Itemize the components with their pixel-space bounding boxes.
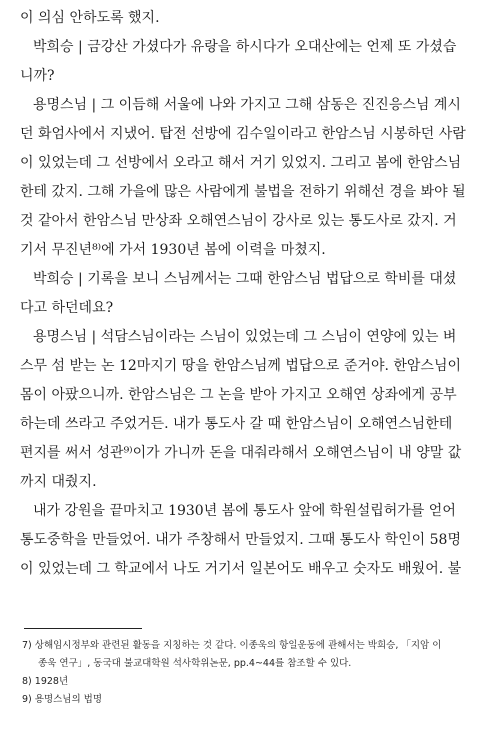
body-line: 용명스님 | 그 이듬해 서울에 나와 가지고 그해 삼동은 진진응스님 계시 bbox=[33, 97, 461, 113]
body-line: 내가 강원을 끝마치고 1930년 봄에 통도사 앞에 학원설립허가를 얻어 bbox=[33, 503, 456, 519]
body-line: 박희승 | 기록을 보니 스님께서는 그때 한암스님 법답으로 학비를 대셨 bbox=[33, 271, 457, 287]
body-line: 편지를 써서 성관⁹⁾이가 가니까 돈을 대줘라해서 오해연스님이 내 양말 값 bbox=[20, 445, 462, 461]
body-line: 한테 갔지. 그해 가을에 많은 사람에게 불법을 전하기 위해선 경을 봐야 될 bbox=[20, 184, 466, 200]
body-line: 박희승 | 금강산 가셨다가 유랑을 하시다가 오대산에는 언제 또 가셨습 bbox=[33, 39, 457, 55]
body-line: 용명스님 | 석담스님이라는 스님이 있었는데 그 스님이 연양에 있는 벼 bbox=[33, 329, 457, 345]
body-line: 던 화엄사에서 지냈어. 탑전 선방에 김수일이라고 한암스님 시봉하던 사람 bbox=[20, 126, 466, 142]
body-line: 기서 무진년⁸⁾에 가서 1930년 봄에 이력을 마쳤지. bbox=[20, 242, 326, 258]
body-line: 까지 대줬지. bbox=[20, 474, 97, 490]
body-line: 것 같아서 한암스님 만상좌 오해연스님이 강사로 있는 통도사로 갔지. 거 bbox=[20, 213, 457, 229]
footnote-9: 9) 용명스님의 법명 bbox=[22, 694, 103, 705]
footnote-divider bbox=[24, 628, 142, 629]
body-line: 이 의심 안하도록 했지. bbox=[20, 10, 160, 26]
body-line: 이 있었는데 그 학교에서 나도 거기서 일본어도 배우고 숫자도 배웠어. 불 bbox=[20, 561, 462, 577]
footnote-8: 8) 1928년 bbox=[22, 676, 69, 687]
body-line: 통도중학을 만들었어. 내가 주창해서 만들었지. 그때 통도사 학인이 58명 bbox=[20, 532, 461, 548]
footnotes bbox=[22, 637, 472, 709]
body-line: 다고 하던데요? bbox=[20, 300, 114, 316]
body-line: 이 있었는데 그 선방에서 오라고 해서 거기 있었지. 그리고 봄에 한암스님 bbox=[20, 155, 462, 171]
body-line: 니까? bbox=[20, 68, 55, 84]
body-line: 하는데 쓰라고 주었거든. 내가 통도사 갈 때 한암스님이 오해연스님한테 bbox=[20, 416, 453, 432]
footnote-7: 7) 상해임시정부와 관련된 활동을 지칭하는 것 같다. 이종욱의 항일운동에 관해서는 박희승, 「지암 이 bbox=[22, 640, 442, 651]
footnote-7-continued: 종욱 연구」, 동국대 불교대학원 석사학위논문, pp.4~44를 참조할 수 있다. bbox=[38, 658, 352, 669]
body-line: 몸이 아팠으니까. 한암스님은 그 논을 받아 가지고 오해연 상좌에게 공부 bbox=[20, 387, 457, 403]
body-line: 스무 섬 받는 논 12마지기 땅을 한암스님께 법답으로 준거야. 한암스님이 bbox=[20, 358, 461, 374]
body-text bbox=[20, 4, 472, 584]
